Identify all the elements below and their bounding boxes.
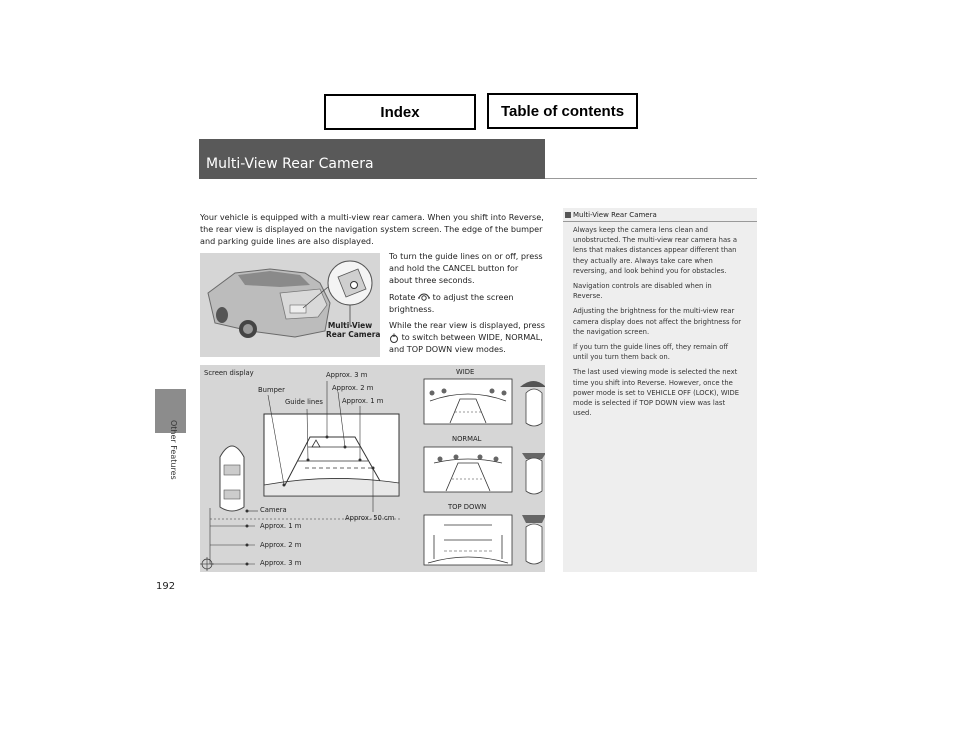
intro-paragraph — [200, 211, 550, 248]
note-paragraph — [573, 342, 753, 362]
note-line: The last used viewing mode is selected the next — [573, 368, 738, 377]
instruction-line: brightness. — [389, 303, 435, 314]
car-illustration — [200, 253, 380, 357]
note-line: Always keep the camera lens clean and — [573, 226, 708, 234]
note-line: time you shift into Reverse. However, once the — [573, 378, 733, 387]
instruction-line — [389, 291, 549, 303]
note-paragraph — [573, 306, 753, 337]
note-line: until you turn them back on. — [573, 353, 670, 362]
note-line: the navigation screen. — [573, 327, 650, 336]
note-line: If you turn the guide lines off, they remain off — [573, 343, 729, 352]
note-body — [573, 225, 753, 423]
diagram-panel — [200, 365, 545, 572]
approx-1m-top-label: Approx. 1 m — [342, 397, 384, 405]
bumper-label: Bumper — [258, 386, 285, 394]
rotate-text: Rotate — [389, 291, 416, 302]
approx-2m-label: Approx. 2 m — [260, 541, 302, 549]
intro-line: the rear view is displayed on the navigation system screen. The edge of the bumper — [200, 224, 543, 235]
dial-icon — [418, 292, 430, 302]
index-button[interactable] — [324, 94, 476, 130]
camera-label — [326, 321, 381, 339]
note-line: Reverse. — [573, 292, 603, 301]
page-number: 192 — [156, 581, 176, 592]
note-line: camera display does not affect the brightness for — [573, 317, 742, 326]
screen-display-label: Screen display — [204, 369, 254, 377]
title-bar — [199, 139, 545, 179]
instruction-line: and hold the CANCEL button for — [389, 263, 519, 274]
title-rule — [545, 178, 757, 179]
rotate-text-2: to adjust the screen — [432, 291, 514, 302]
intro-line: and parking guide lines are also displayed. — [200, 236, 374, 247]
page-title: Multi-View Rear Camera — [206, 156, 374, 172]
note-paragraph — [573, 281, 753, 301]
wide-mode-label: WIDE — [456, 368, 475, 376]
note-line: reversing, and look behind you for obstacles. — [573, 266, 727, 275]
approx-3m-top-label: Approx. 3 m — [326, 371, 368, 379]
intro-line: Your vehicle is equipped with a multi-view rear camera. When you shift into Reverse, — [200, 212, 544, 222]
instruction-line: While the rear view is displayed, press — [389, 320, 545, 331]
instruction-line: about three seconds. — [389, 275, 475, 286]
note-line: unobstructed. The multi-view rear camera has a — [573, 236, 737, 245]
car-figure — [200, 253, 380, 357]
camera-label-line2: Rear Camera — [326, 330, 381, 339]
table-of-contents-button[interactable] — [487, 93, 638, 129]
press-button-icon — [389, 333, 399, 343]
note-line: used. — [573, 409, 592, 418]
note-panel — [563, 208, 757, 572]
approx-2m-top-label: Approx. 2 m — [332, 384, 374, 392]
instruction-line: To turn the guide lines on or off, press — [389, 251, 543, 261]
top-down-mode-label: TOP DOWN — [448, 503, 487, 511]
note-line: they actually are. Always take care when — [573, 256, 713, 265]
section-label: Other Features — [169, 420, 178, 480]
note-line: Adjusting the brightness for the multi-view rear — [573, 307, 735, 316]
note-marker-icon — [565, 212, 571, 218]
note-line: power mode is set to VEHICLE OFF (LOCK), WIDE — [573, 388, 740, 397]
instruction-line: and TOP DOWN view modes. — [389, 344, 506, 355]
note-header — [563, 211, 757, 222]
camera-position-label: Camera — [260, 506, 287, 514]
note-line: Navigation controls are disabled when in — [573, 282, 712, 291]
approx-50cm-label: Approx. 50 cm — [345, 514, 395, 522]
instruction-line — [389, 331, 549, 343]
toc-label: Table of contents — [500, 102, 625, 120]
camera-label-line1: Multi-View — [327, 321, 373, 330]
approx-3m-label: Approx. 3 m — [260, 559, 302, 567]
press-text: to switch between WIDE, NORMAL, — [401, 332, 543, 343]
instructions — [389, 250, 549, 356]
note-paragraph — [573, 225, 753, 276]
note-line: lens that makes distances appear different than — [573, 246, 737, 255]
approx-1m-label: Approx. 1 m — [260, 522, 302, 530]
note-line: mode is selected if TOP DOWN view was last — [573, 399, 726, 408]
note-paragraph — [573, 367, 753, 418]
guide-lines-label: Guide lines — [285, 398, 323, 406]
normal-mode-label: NORMAL — [452, 435, 482, 443]
note-heading: Multi-View Rear Camera — [573, 211, 657, 219]
index-label: Index — [380, 103, 420, 121]
